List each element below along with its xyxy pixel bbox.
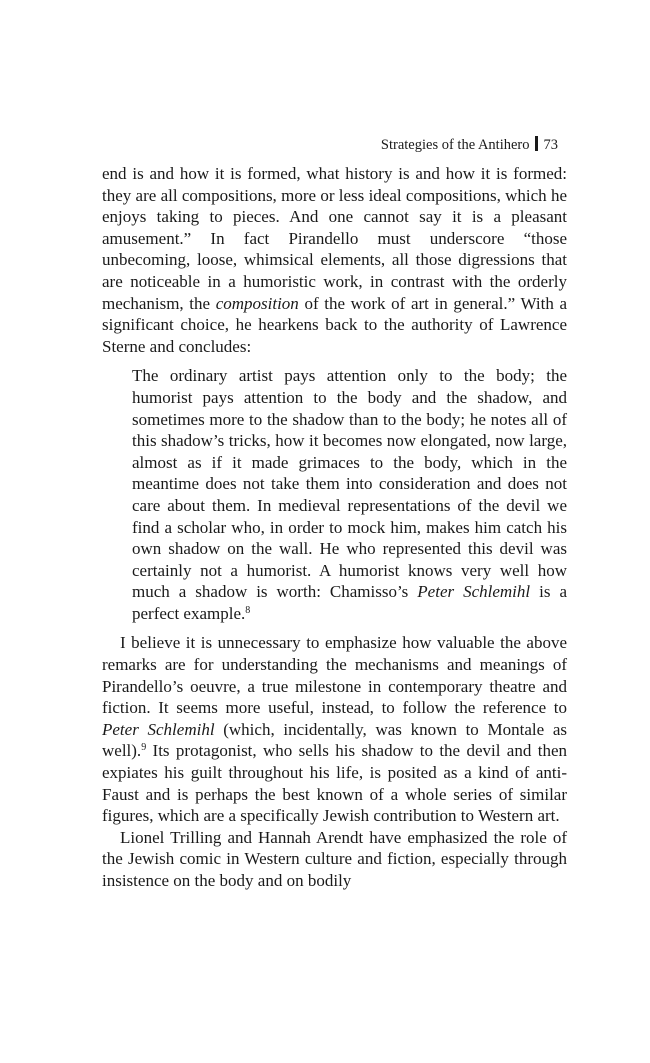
block-quote — [132, 365, 567, 624]
paragraph — [102, 827, 567, 892]
paragraph-text: of the work of art in general.” With a significant choice, he hearkens back to the authority of Lawrence Sterne and concludes: — [102, 293, 567, 356]
paragraph-text: Its protagonist, who sells his shadow to the devil and then expiates his guilt throughout his life, is posited as a kind of anti-Faust and is perhaps the best known of a whole series of similar figures, which are a specifically Jewish contribution to Western art. — [102, 741, 567, 826]
body-text — [102, 163, 567, 892]
header-separator-bar — [535, 136, 538, 151]
paragraph-text: I believe it is unnecessary to emphasize how valuable the above remarks are for understanding the mechanisms and meanings of Pirandello’s oeuvre, a true milestone in contemporary theatre and fiction. It seems more useful, instead, to follow the reference to — [102, 633, 567, 718]
paragraph-text: end is and how it is formed, what history is and how it is formed: they are all compositions, more or less ideal compositions, which he enjoys taking to pieces. And one cannot say it is a pleasant amusement.” In fact Pirandello must underscore “those unbecoming, loose, whimsical elements, all those digressions that are noticeable in a humoristic work, in contrast with the orderly mechanism, the — [102, 164, 567, 313]
italic-title: Peter Schlemihl — [102, 719, 215, 739]
footnote-marker: 8 — [245, 604, 251, 616]
paragraph-text: Lionel Trilling and Hannah Arendt have emphasized the role of the Jewish comic in Western culture and fiction, especially through insistence on the body and on bodily — [102, 827, 567, 890]
italic-title: Peter Schlemihl — [417, 582, 531, 602]
page-number: 73 — [543, 137, 558, 153]
paragraph — [102, 632, 567, 826]
running-head — [381, 136, 558, 154]
paragraph-continuation — [102, 163, 567, 357]
quote-text: The ordinary artist pays attention only to the body; the humorist pays attention to the body and the shadow, and sometimes more to the shadow than to the body; he notes all of this shadow’s tricks, how it becomes now elongated, now large, almost as if it made grimaces to the body, which in the meantime does not take them into consideration and does not care about them. In medieval representations of the devil we find a scholar who, in order to mock him, makes him catch his own shadow on the wall. He who represented this devil was certainly not a humorist. A humorist knows very well how much a shadow is worth: Chamisso’s — [132, 366, 567, 602]
running-title: Strategies of the Antihero — [380, 137, 530, 153]
italic-term: composition — [215, 293, 299, 313]
paragraph-text: (which, incidentally, was known to Montale as well). — [102, 719, 567, 761]
quote-text: is a perfect example. — [132, 582, 567, 623]
footnote-marker: 9 — [141, 742, 147, 754]
